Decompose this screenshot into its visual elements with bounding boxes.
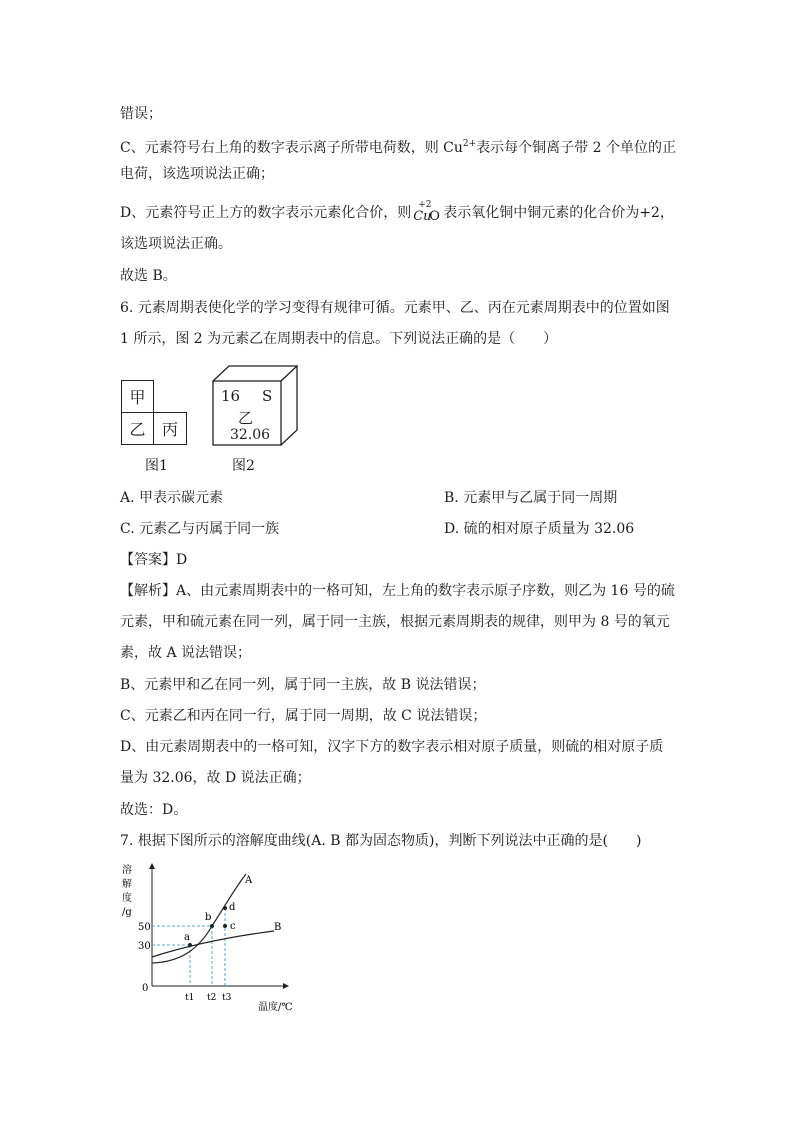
text-line: 该选项说法正确。 <box>120 236 232 252</box>
point-label: c <box>230 921 236 932</box>
y-tick-label: 30 <box>138 941 151 952</box>
x-axis-label: 温度/℃ <box>258 1002 293 1013</box>
option-d: D. 硫的相对原子质量为 32.06 <box>444 521 635 537</box>
text-line: C、元素符号右上角的数字表示离子所带电荷数，则 $Cu^{2+}$表示每个铜离子带 2 个单位的正 <box>120 139 676 156</box>
valence-notation: +2 Cu O <box>413 200 440 224</box>
analysis-line: 【解析】A、由元素周期表中的一格可知，左上角的数字表示原子序数，则乙为 16 号的硫 <box>120 583 675 599</box>
point-label: b <box>205 912 212 923</box>
curve-a <box>152 874 246 963</box>
point-a <box>188 943 192 947</box>
point-c <box>223 924 227 928</box>
question-stem: 7. 根据下图所示的溶解度曲线(A. B 都为固态物质)，判断下列说法中正确的是( ) <box>120 833 642 849</box>
answer: 【答案】D <box>120 552 188 568</box>
text-line: 错误； <box>120 106 162 122</box>
fig1-caption: 图1 <box>145 458 168 474</box>
origin-label: 0 <box>142 983 149 994</box>
fig1-cell-bing: 丙 <box>153 412 187 445</box>
fig2-atomic-number: 16 <box>221 387 241 405</box>
conclusion: 故选：D。 <box>120 802 188 818</box>
fig2-symbol: S <box>262 387 273 405</box>
fig1-cell-yi: 乙 <box>121 412 154 445</box>
analysis-line: C、元素乙和丙在同一行，属于同一周期，故 C 说法错误； <box>120 708 487 724</box>
option-a: A. 甲表示碳元素 <box>120 490 224 506</box>
fig2-name: 乙 <box>238 409 254 427</box>
text-line: D、元素符号正上方的数字表示元素化合价，则 +2 Cu O 表示氧化铜中铜元素的化合价为+2， <box>120 200 674 224</box>
point-label: d <box>229 902 236 913</box>
question-stem: 1 所示，图 2 为元素乙在周期表中的信息。下列说法正确的是（ ） <box>120 331 558 347</box>
curve-b <box>152 931 274 957</box>
series-label-b: B <box>274 922 282 933</box>
x-tick-label: t3 <box>222 993 232 1003</box>
analysis-line: 素，故 A 说法错误； <box>120 645 252 661</box>
question-stem: 6. 元素周期表使化学的学习变得有规律可循。元素甲、乙、丙在元素周期表中的位置如图 <box>120 300 670 316</box>
option-c: C. 元素乙与丙属于同一族 <box>120 521 280 537</box>
point-label: a <box>184 932 190 943</box>
y-axis-label-char: 度 <box>122 893 132 904</box>
analysis-line: 元素，甲和硫元素在同一列，属于同一主族，根据元素周期表的规律，则甲为 8 号的氧元 <box>120 614 670 630</box>
fig1-cell-jia: 甲 <box>121 380 154 413</box>
option-b: B. 元素甲与乙属于同一周期 <box>444 490 618 506</box>
x-tick-label: t1 <box>185 993 195 1003</box>
fig2-mass: 32.06 <box>230 427 271 443</box>
fig2-caption: 图2 <box>232 458 255 474</box>
analysis-line: 量为 32.06，故 D 说法正确； <box>120 770 311 786</box>
analysis-line: B、元素甲和乙在同一列，属于同一主族，故 B 说法错误； <box>120 677 486 693</box>
y-axis-label-char: /g <box>122 907 132 918</box>
point-d <box>223 906 227 910</box>
y-axis-label-char: 溶 <box>122 865 132 876</box>
x-tick-label: t2 <box>207 993 217 1003</box>
text-line: 电荷，该选项说法正确； <box>120 166 274 182</box>
text-line: 故选 B。 <box>120 268 177 284</box>
solubility-chart <box>110 858 310 1018</box>
point-b <box>210 924 214 928</box>
y-axis-label-char: 解 <box>122 879 132 890</box>
y-tick-label: 50 <box>138 922 151 933</box>
series-label-a: A <box>245 875 253 886</box>
analysis-line: D、由元素周期表中的一格可知，汉字下方的数字表示相对原子质量，则硫的相对原子质 <box>120 739 664 755</box>
